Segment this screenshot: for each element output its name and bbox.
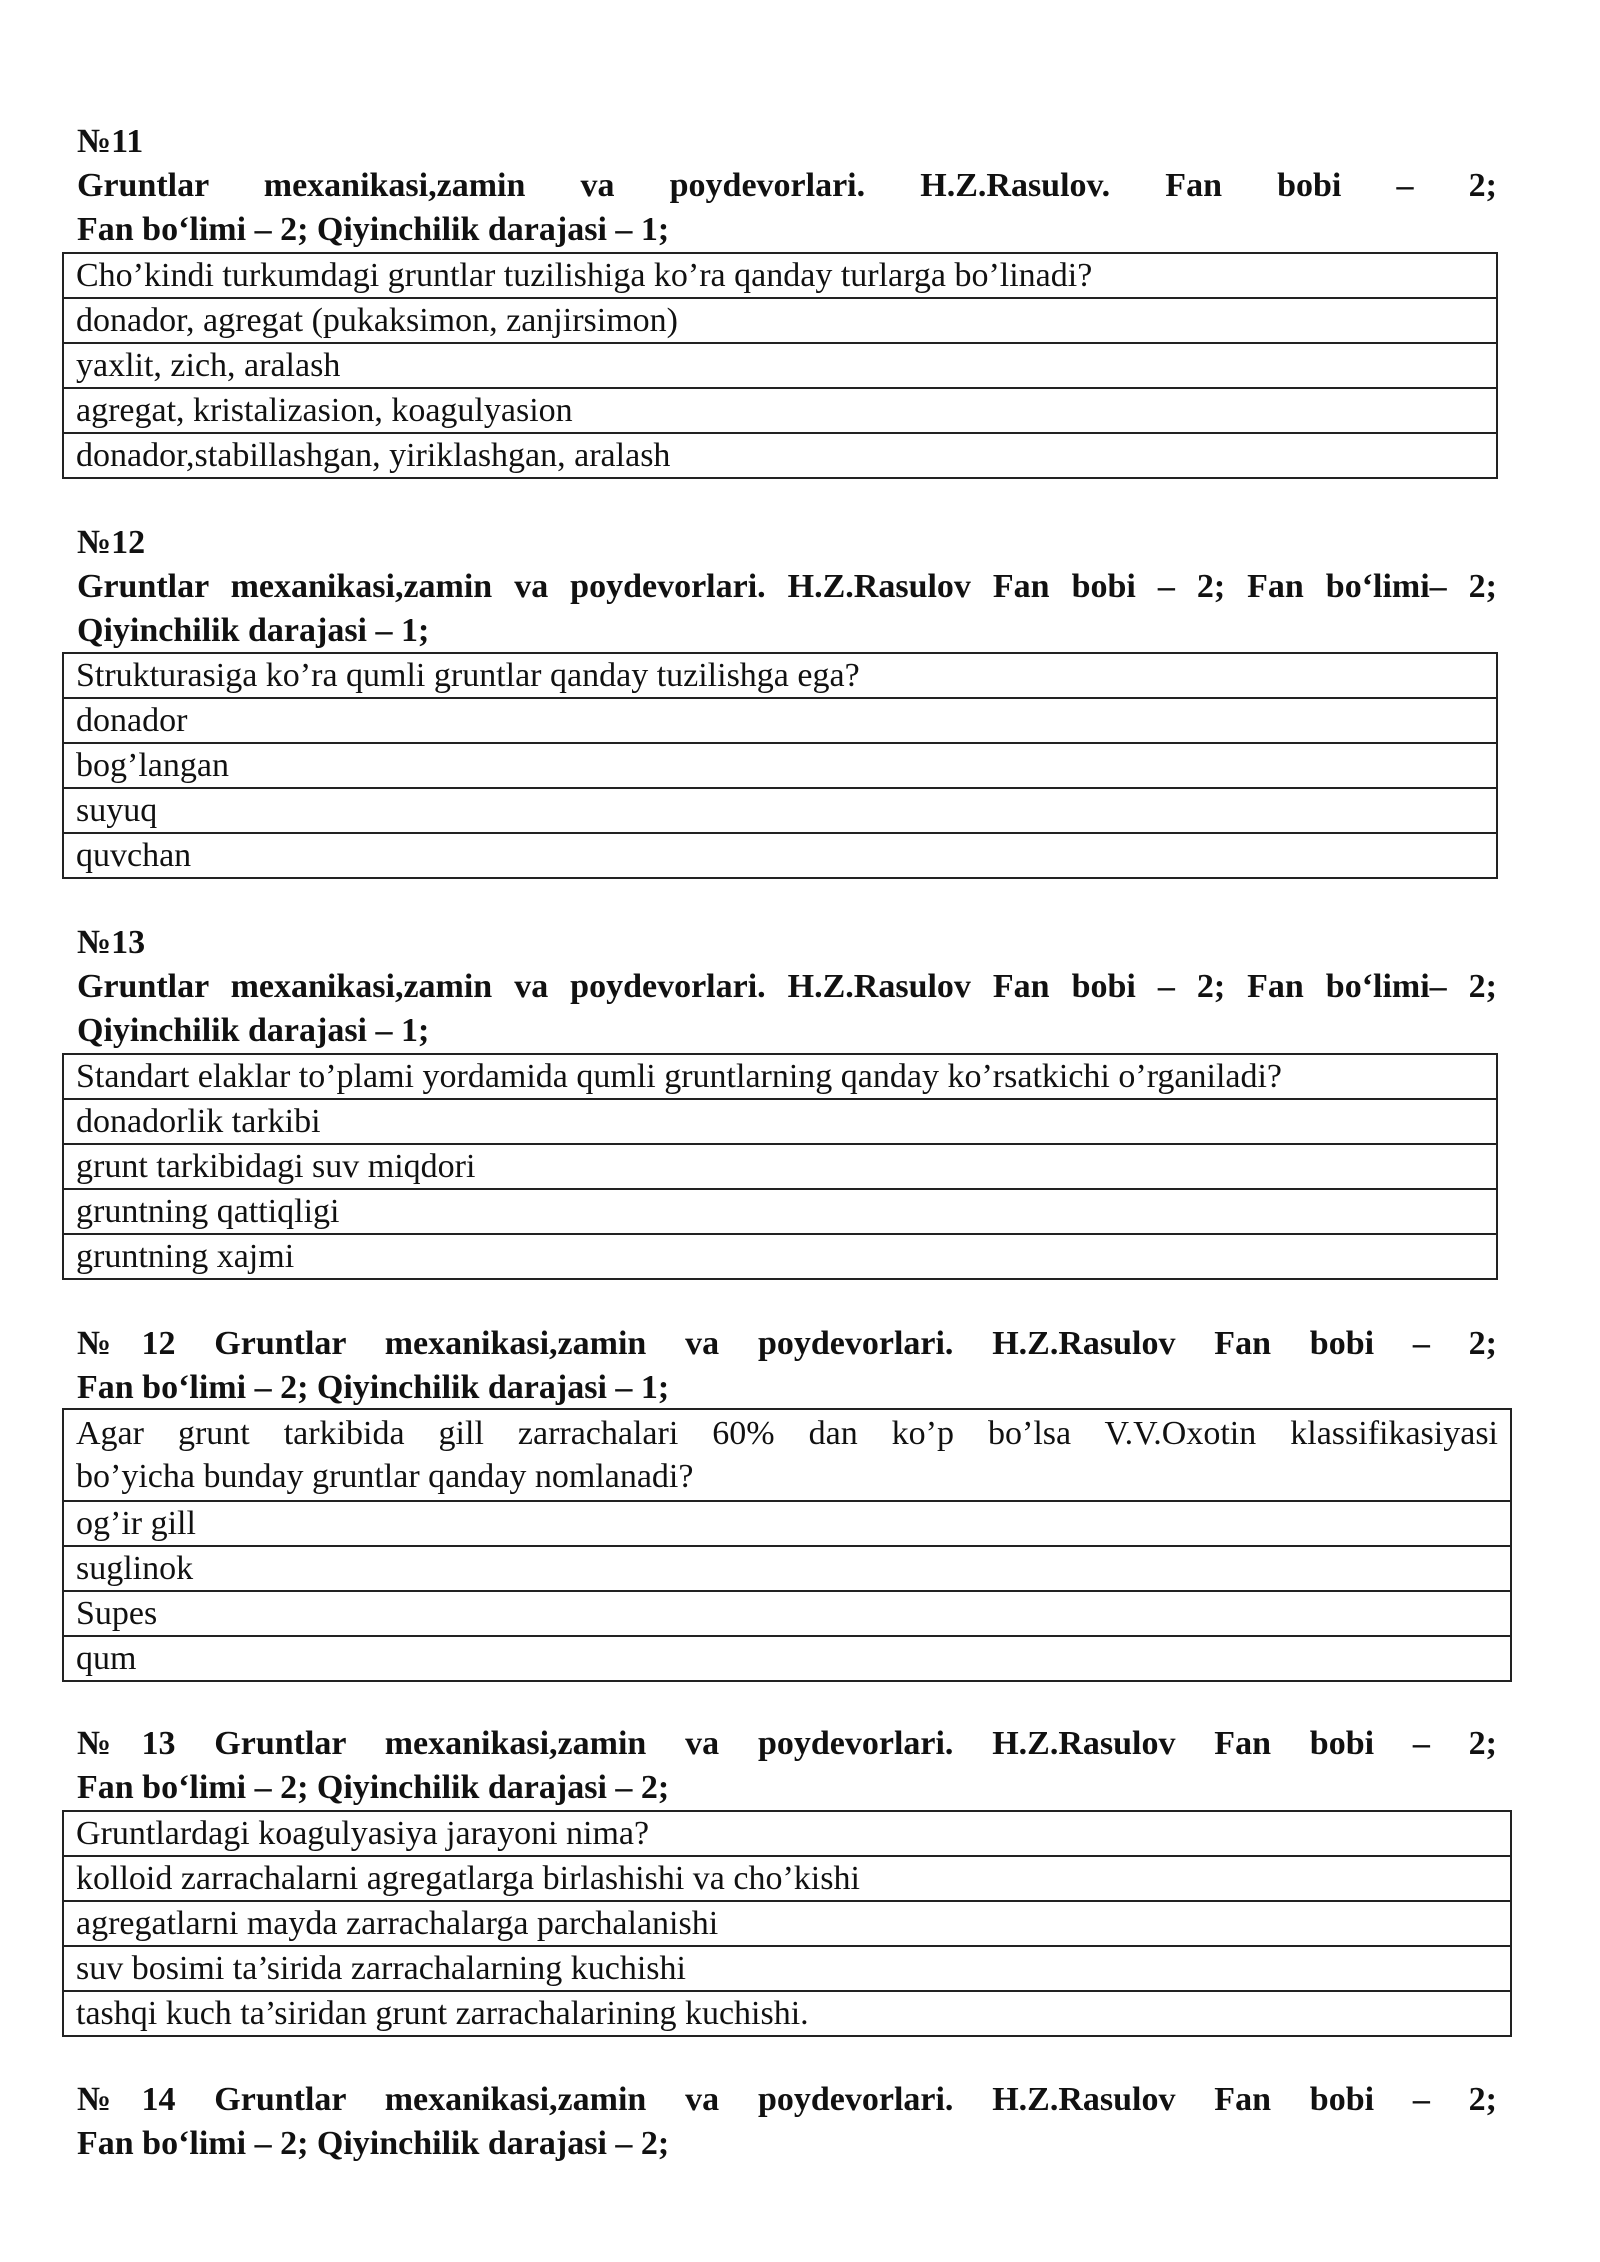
question-block-13b xyxy=(77,1722,1497,1810)
question-number: №12 xyxy=(77,524,146,561)
question-text: Strukturasiga ko’ra qumli gruntlar qanday tuzilishga ega? xyxy=(63,653,1497,698)
question-table-13b xyxy=(62,1810,1512,2037)
question-header-line2: Fan bo‘limi – 2; Qiyinchilik darajasi – 1; xyxy=(77,1369,670,1406)
question-header-line1: №12 Gruntlar mexanikasi,zamin va poydevorlari. H.Z.Rasulov Fan bobi – 2; xyxy=(77,1325,1497,1362)
question-header-line2: Fan bo‘limi – 2; Qiyinchilik darajasi – 2; xyxy=(77,2125,670,2162)
question-text-line1: Agar grunt tarkibida gill zarrachalari 60% dan ko’p bo’lsa V.V.Oxotin klassifikasiyasi xyxy=(76,1415,1498,1452)
answer-option: quvchan xyxy=(63,833,1497,878)
question-block-11 xyxy=(77,120,1497,252)
answer-option: suv bosimi ta’sirida zarrachalarning kuchishi xyxy=(63,1946,1511,1991)
question-header-line2: Fan bo‘limi – 2; Qiyinchilik darajasi – 1; xyxy=(77,211,670,248)
answer-option: gruntning xajmi xyxy=(63,1234,1497,1279)
question-header-line1: Gruntlar mexanikasi,zamin va poydevorlari. H.Z.Rasulov. Fan bobi – 2; xyxy=(77,167,1497,204)
question-header-line2: Qiyinchilik darajasi – 1; xyxy=(77,612,430,649)
answer-option: bog’langan xyxy=(63,743,1497,788)
answer-option: donador, agregat (pukaksimon, zanjirsimon) xyxy=(63,298,1497,343)
answer-option: kolloid zarrachalarni agregatlarga birlashishi va cho’kishi xyxy=(63,1856,1511,1901)
question-block-14 xyxy=(77,2078,1497,2166)
question-header-line2: Qiyinchilik darajasi – 1; xyxy=(77,1012,430,1049)
answer-option: agregatlarni mayda zarrachalarga parchalanishi xyxy=(63,1901,1511,1946)
answer-option: donador,stabillashgan, yiriklashgan, aralash xyxy=(63,433,1497,478)
answer-option: agregat, kristalizasion, koagulyasion xyxy=(63,388,1497,433)
answer-option: suglinok xyxy=(63,1546,1511,1591)
question-text-line2: bo’yicha bunday gruntlar qanday nomlanadi? xyxy=(76,1458,694,1495)
question-text: Gruntlardagi koagulyasiya jarayoni nima? xyxy=(63,1811,1511,1856)
question-block-13 xyxy=(77,921,1497,1053)
question-header-line1: Gruntlar mexanikasi,zamin va poydevorlari. H.Z.Rasulov Fan bobi – 2; Fan bo‘limi– 2; xyxy=(77,968,1497,1005)
question-header-line1: Gruntlar mexanikasi,zamin va poydevorlari. H.Z.Rasulov Fan bobi – 2; Fan bo‘limi– 2; xyxy=(77,568,1497,605)
question-table-11 xyxy=(62,252,1498,479)
question-text xyxy=(63,1409,1511,1501)
question-header-line1: №13 Gruntlar mexanikasi,zamin va poydevorlari. H.Z.Rasulov Fan bobi – 2; xyxy=(77,1725,1497,1762)
question-header-line1: №14 Gruntlar mexanikasi,zamin va poydevorlari. H.Z.Rasulov Fan bobi – 2; xyxy=(77,2081,1497,2118)
answer-option: donadorlik tarkibi xyxy=(63,1099,1497,1144)
question-text: Cho’kindi turkumdagi gruntlar tuzilishiga ko’ra qanday turlarga bo’linadi? xyxy=(63,253,1497,298)
question-text: Standart elaklar to’plami yordamida qumli gruntlarning qanday ko’rsatkichi o’rganiladi? xyxy=(63,1054,1497,1099)
answer-option: og’ir gill xyxy=(63,1501,1511,1546)
question-table-12 xyxy=(62,652,1498,879)
answer-option: suyuq xyxy=(63,788,1497,833)
question-block-12 xyxy=(77,521,1497,653)
answer-option: grunt tarkibidagi suv miqdori xyxy=(63,1144,1497,1189)
question-number: №13 xyxy=(77,924,146,961)
answer-option: donador xyxy=(63,698,1497,743)
answer-option: gruntning qattiqligi xyxy=(63,1189,1497,1234)
question-number: №11 xyxy=(77,123,144,160)
question-table-12b xyxy=(62,1408,1512,1682)
question-block-12b xyxy=(77,1322,1497,1410)
question-header-line2: Fan bo‘limi – 2; Qiyinchilik darajasi – 2; xyxy=(77,1769,670,1806)
answer-option: qum xyxy=(63,1636,1511,1681)
answer-option: Supes xyxy=(63,1591,1511,1636)
answer-option: yaxlit, zich, aralash xyxy=(63,343,1497,388)
question-table-13 xyxy=(62,1053,1498,1280)
answer-option: tashqi kuch ta’siridan grunt zarrachalarining kuchishi. xyxy=(63,1991,1511,2036)
